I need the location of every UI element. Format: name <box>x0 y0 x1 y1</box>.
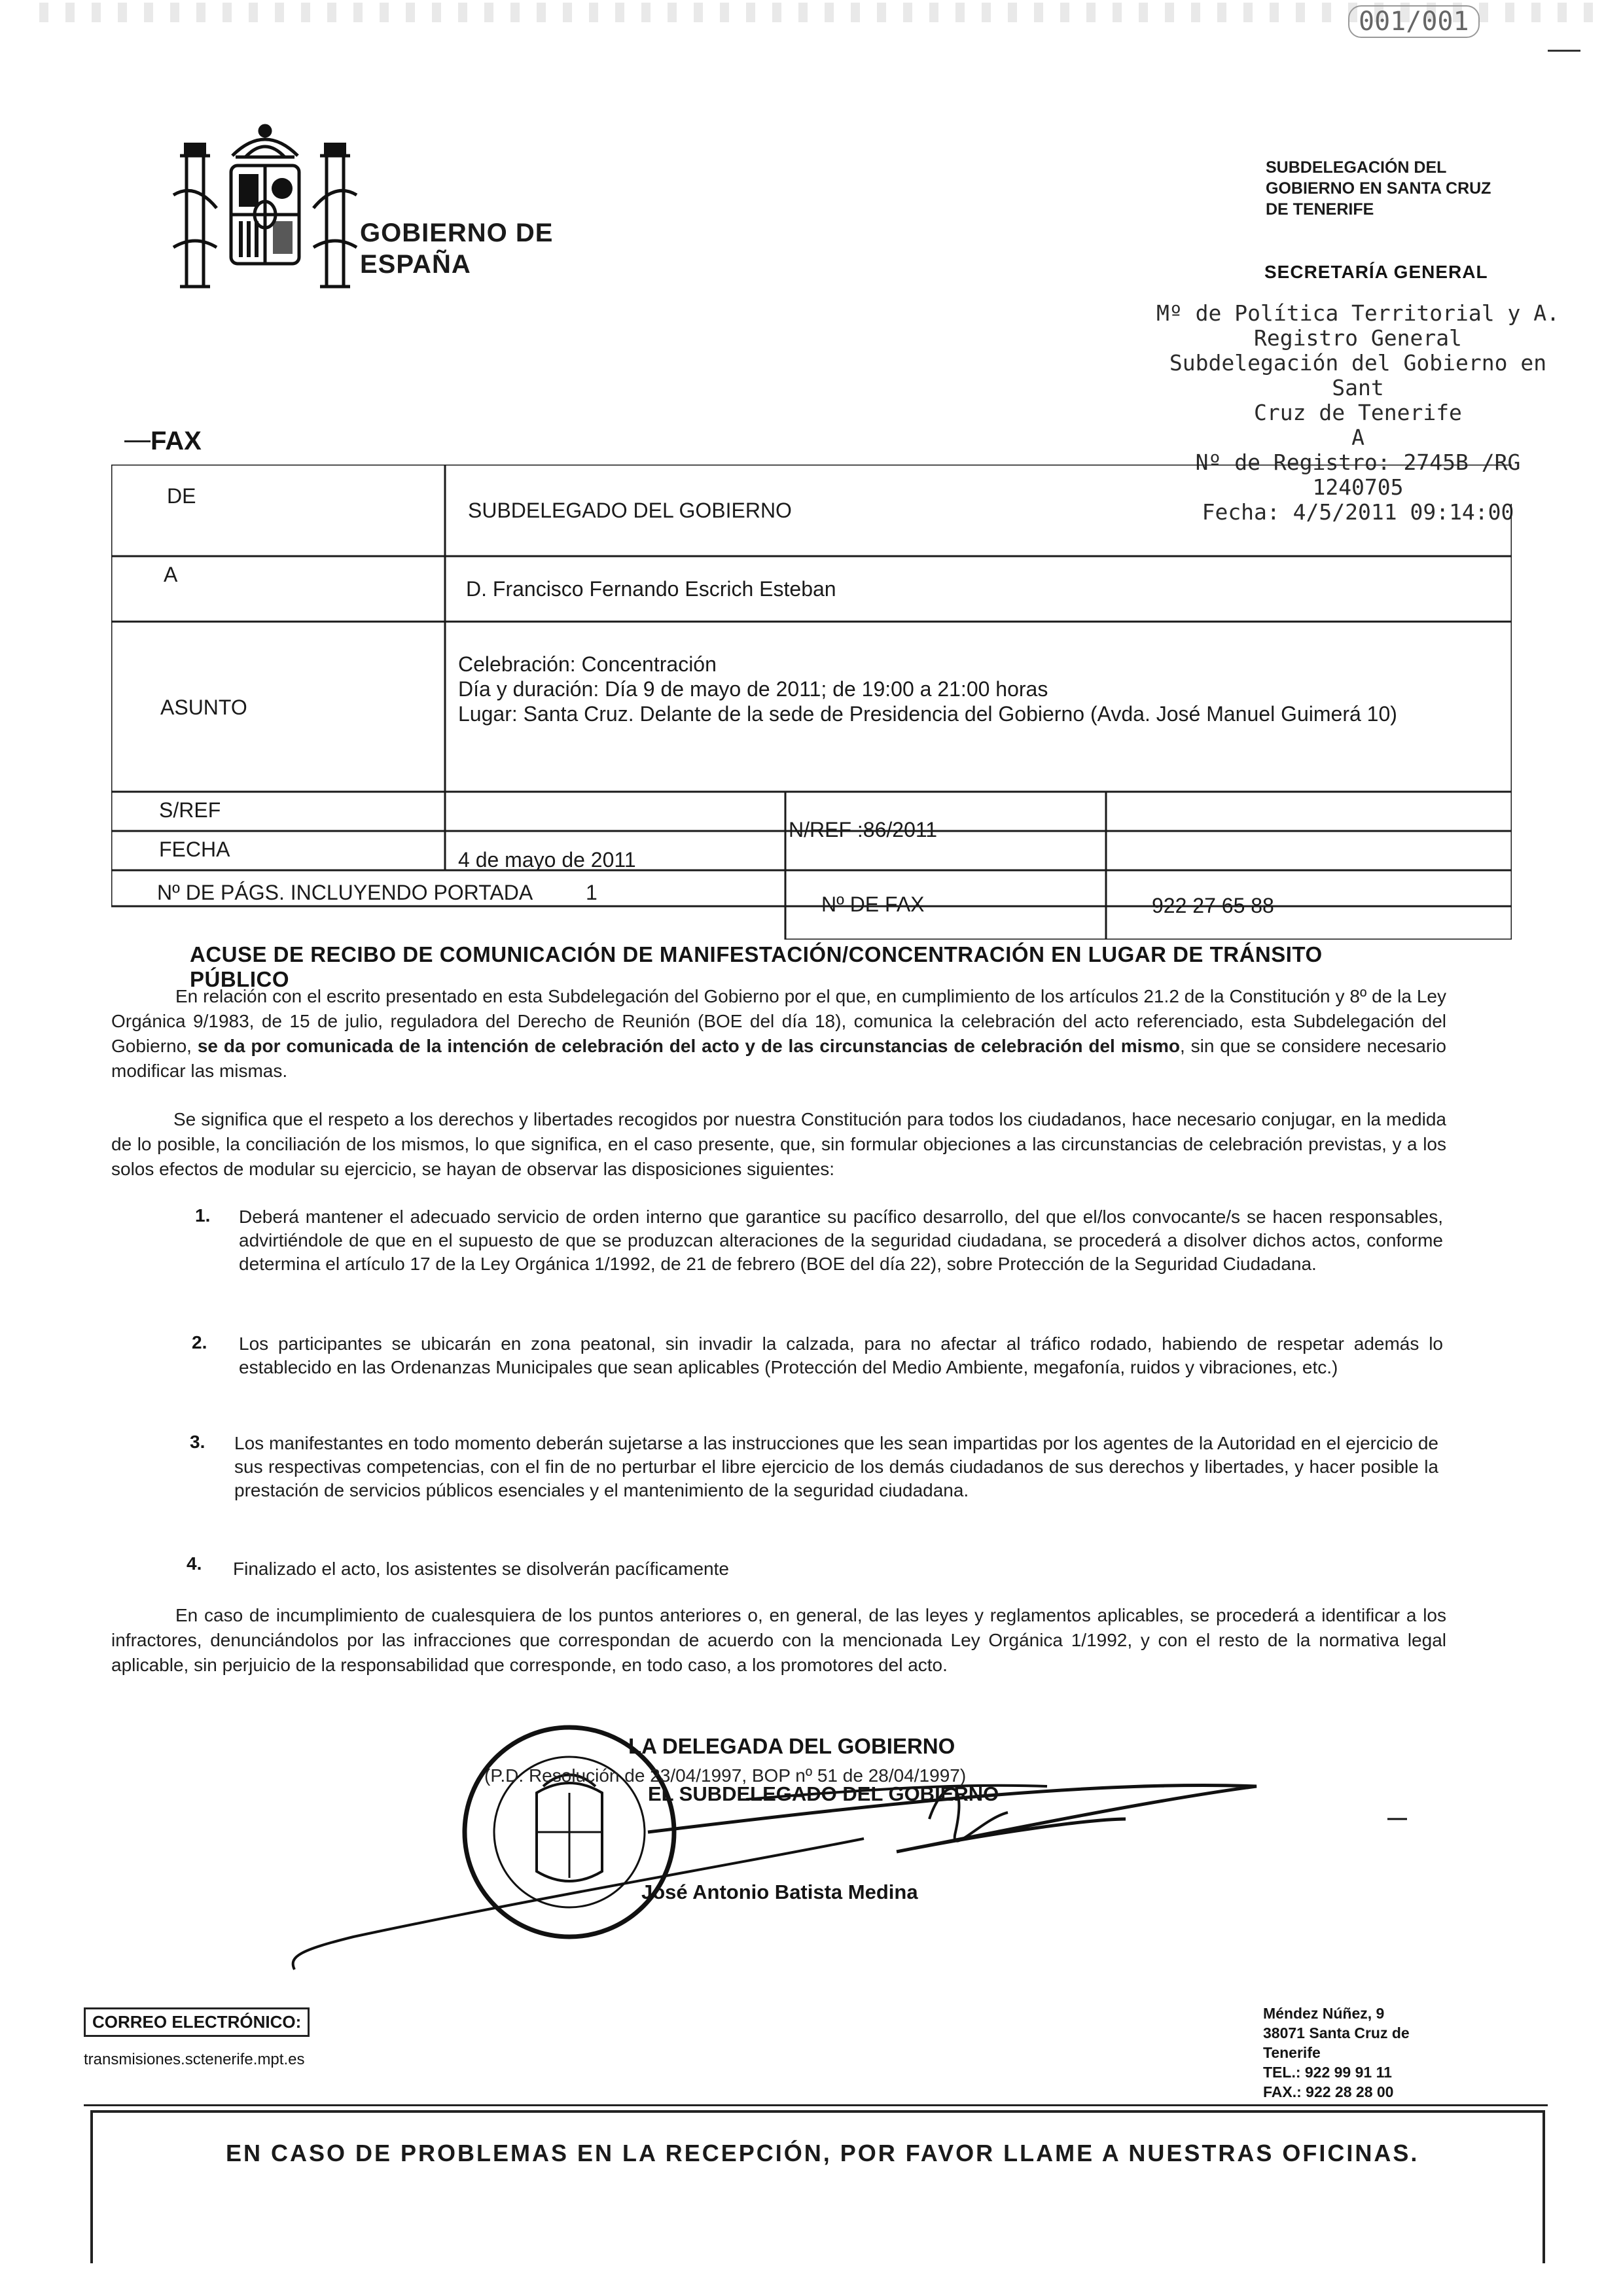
fax-nref-value: N/REF :86/2011 <box>789 818 938 841</box>
date-duration-label: Día y duración: <box>458 677 599 701</box>
paragraph-1-bold: se da por comunicada de la intención de celebración del acto y de las circunstancias de celebración del mismo <box>197 1036 1180 1056</box>
registry-line-1: Mº de Política Territorial y A. <box>1156 300 1560 326</box>
reception-notice: EN CASO DE PROBLEMAS EN LA RECEPCIÓN, POR FAVOR LLAME A NUESTRAS OFICINAS. <box>226 2140 1419 2166</box>
registry-line-2: Registro General <box>1254 325 1462 351</box>
item-3-text: Los manifestantes en todo momento deberán sujetarse a las instrucciones que les sean impartidas por los agentes de la Autoridad en el ejercicio de sus respectivas competencias, con el fin de no perturbar el libre ejercicio de los demás ciudadanos de sus derechos y libertades, y hacer posible la prestación de servicios públicos esenciales y el mantenimiento de la seguridad ciudadana. <box>234 1433 1438 1500</box>
fax-sref-label: S/REF <box>159 798 221 822</box>
email-label-box: CORREO ELECTRÓNICO: <box>84 2007 310 2037</box>
fax-from-label: DE <box>167 484 196 508</box>
fax-to-value: D. Francisco Fernando Escrich Esteban <box>466 577 836 601</box>
registry-line-5: A <box>1351 425 1364 450</box>
celebration-label: Celebración: <box>458 652 576 676</box>
footer-rule <box>84 2104 1548 2106</box>
place-label: Lugar: <box>458 702 518 726</box>
fax-date-label: FECHA <box>159 838 230 861</box>
item-3-number: 3. <box>190 1432 205 1452</box>
paragraph-1-text: En relación con el escrito presentado en esta Subdelegación del Gobierno por el que, en cumplimiento de los artículos 21.2 de la Constitución y 8º de la Ley Orgánica 9/1983, de 15 de julio, reguladora del Derecho de Reunión (BOE del día 18), comunica la celebración del acto referenciado, esta Subdelegación del Gobierno, <box>111 986 1446 1056</box>
issuer-name <box>360 217 553 280</box>
paragraph-3: En caso de incumplimiento de cualesquiera de los puntos anteriores o, en general, de las leyes y reglamentos aplicables, se procederá a identificar a los infractores, denunciándolos por las infracciones que correspondan de acuerdo con la mencionada Ley Orgánica 1/1992, y con el resto de la normativa legal aplicable, sin perjuicio de la responsabilidad que corresponde, en todo caso, a los promotores del acto. <box>111 1605 1446 1675</box>
signatory-role: EL SUBDELEGADO DEL GOBIERNO <box>648 1782 999 1805</box>
subdelegation-name <box>1266 157 1491 220</box>
fax-to-label: A <box>164 563 178 586</box>
item-2-text: Los participantes se ubicarán en zona peatonal, sin invadir la calzada, para no afectar al tráfico rodado, habiendo de respetar además lo establecido en las Ordenanzas Municipales que sean aplicables (Protección del Medio Ambiente, megafonía, ruidos y vibraciones, etc.) <box>239 1333 1443 1377</box>
item-1-number: 1. <box>195 1205 211 1226</box>
celebration-value: Concentración <box>575 652 717 676</box>
fax-subject-value <box>458 652 1397 726</box>
fax-label: FAX <box>151 427 202 455</box>
notice-box <box>90 2110 1545 2263</box>
issuer-line-2: ESPAÑA <box>360 250 471 279</box>
issuer-line-1: GOBIERNO DE <box>360 219 554 247</box>
date-duration-value: Día 9 de mayo de 2011; de 19:00 a 21:00 horas <box>599 677 1048 701</box>
office-fax: FAX.: 922 28 28 00 <box>1263 2083 1394 2100</box>
registry-line-7: Fecha: 4/5/2011 09:14:00 <box>1202 499 1514 525</box>
department-name: SECRETARÍA GENERAL <box>1264 262 1488 282</box>
registry-line-3: Subdelegación del Gobierno en Sant <box>1169 350 1547 400</box>
address-line-1: Méndez Núñez, 9 <box>1263 2005 1385 2022</box>
document-title: ACUSE DE RECIBO DE COMUNICACIÓN DE MANIFESTACIÓN/CONCENTRACIÓN EN LUGAR DE TRÁNSITO PÚBLICO <box>190 942 1323 991</box>
registry-line-6: Nº de Registro: 2745B /RG 1240705 <box>1195 450 1521 500</box>
signatory-title: LA DELEGADA DEL GOBIERNO <box>628 1734 955 1758</box>
fax-number-value: 922 27 65 88 <box>1152 894 1274 917</box>
item-4-text: Finalizado el acto, los asistentes se disolverán pacíficamente <box>233 1559 729 1579</box>
spain-coat-of-arms-icon <box>160 116 370 313</box>
paragraph-1 <box>111 984 1446 1084</box>
office-phone: TEL.: 922 99 91 11 <box>1263 2064 1392 2081</box>
fax-number-label: Nº DE FAX <box>821 892 925 916</box>
fax-pages-value: 1 <box>586 881 597 904</box>
address-line-2: 38071 Santa Cruz de <box>1263 2024 1410 2041</box>
fax-subject-label: ASUNTO <box>160 696 247 719</box>
subdelegation-line-2: GOBIERNO EN SANTA CRUZ <box>1266 179 1491 198</box>
place-value: Santa Cruz. Delante de la sede de Presidencia del Gobierno (Avda. José Manuel Guimerá 10) <box>517 702 1397 726</box>
subdelegation-line-3: DE TENERIFE <box>1266 200 1374 219</box>
fax-label-rule <box>124 440 151 442</box>
fax-pages-label: Nº DE PÁGS. INCLUYENDO PORTADA <box>157 881 533 904</box>
subdelegation-line-1: SUBDELEGACIÓN DEL <box>1266 158 1447 177</box>
registry-line-4: Cruz de Tenerife <box>1254 400 1462 425</box>
item-4-number: 4. <box>187 1553 202 1574</box>
delegation-resolution: (P.D. Resolución de 23/04/1997, BOP nº 51 de 28/04/1997) <box>484 1765 967 1786</box>
office-address <box>1263 2004 1410 2102</box>
fax-from-value: SUBDELEGADO DEL GOBIERNO <box>468 499 792 522</box>
email-address: transmisiones.sctenerife.mpt.es <box>84 2051 305 2068</box>
item-1-text: Deberá mantener el adecuado servicio de orden interno que garantice su pacífico desarrollo, del que el/los convocante/s se hacen responsables, advirtiéndole de que en el supuesto de que se produzcan alteraciones de la seguridad ciudadana, se procederá a disolver dichos actos, conforme determina el artículo 17 de la Ley Orgánica 1/1992, de 21 de febrero (BOE del día 22), sobre Protección de la Seguridad Ciudadana. <box>239 1207 1443 1274</box>
item-2-number: 2. <box>192 1332 207 1352</box>
paragraph-2: Se significa que el respeto a los derechos y libertades recogidos por nuestra Constitución para todos los ciudadanos, hace necesario conjugar, en la medida de lo posible, la conciliación de los mismos, lo que significa, en el caso presente, que, sin formular objeciones a las circunstancias de celebración previstas, y a los solos efectos de modular su ejercicio, se hayan de observar las disposiciones siguientes: <box>111 1109 1446 1179</box>
corner-mark <box>1548 50 1580 52</box>
signatory-name: José Antonio Batista Medina <box>641 1881 918 1903</box>
paragraph-1-end: , sin que se considere necesario modificar las mismas. <box>111 1036 1446 1081</box>
address-line-3: Tenerife <box>1263 2044 1321 2061</box>
page-counter-stamp: 001/001 <box>1348 5 1480 38</box>
fax-date-value: 4 de mayo de 2011 <box>458 848 636 872</box>
